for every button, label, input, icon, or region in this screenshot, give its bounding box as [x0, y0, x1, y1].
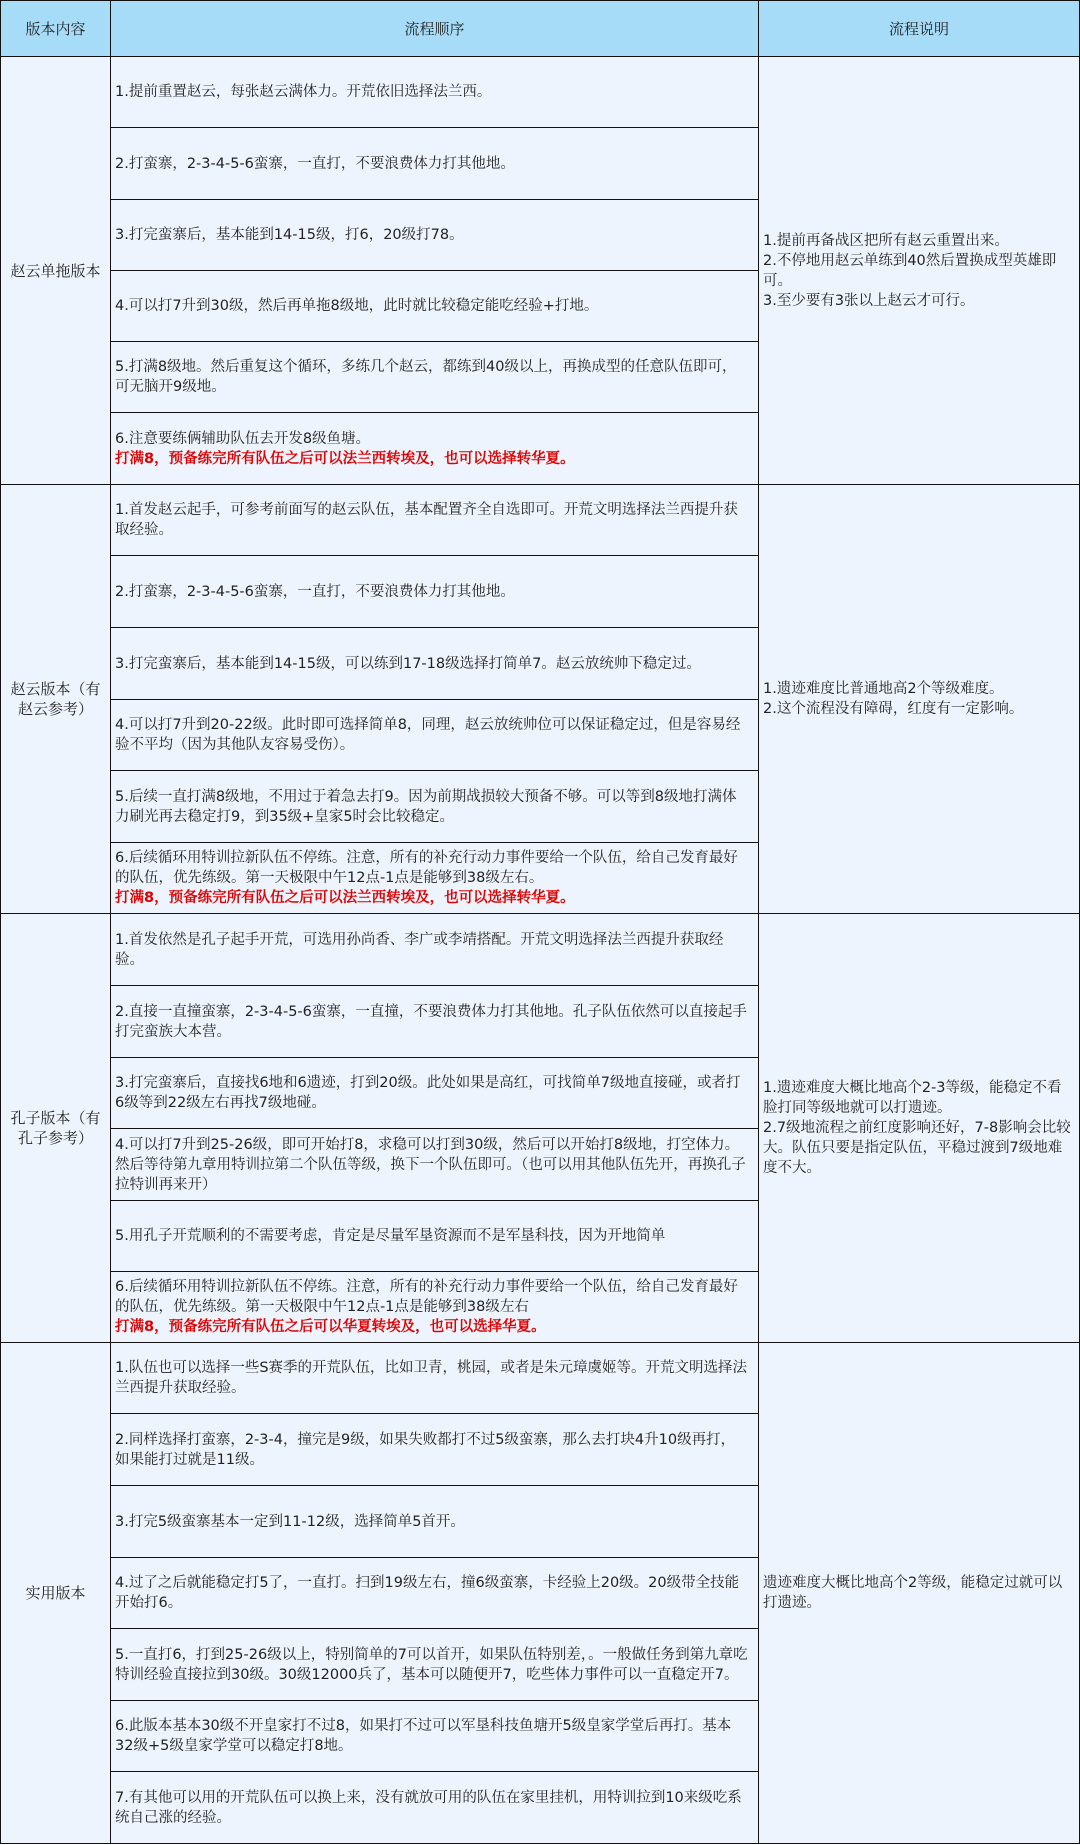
step-text: 3.打完5级蛮寨基本一定到11-12级，选择简单5首开。 — [115, 1513, 465, 1530]
step-text: 1.队伍也可以选择一些S赛季的开荒队伍，比如卫青，桃园，或者是朱元璋虞姬等。开荒文明选择法兰西提升获取经验。 — [115, 1360, 748, 1396]
step-text: 4.可以打7升到30级，然后再单拖8级地，此时就比较稳定能吃经验+打地。 — [115, 298, 599, 314]
notes-cell — [758, 56, 1080, 485]
notes-cell — [758, 1342, 1080, 1844]
step-text: 6.后续循环用特训拉新队伍不停练。注意，所有的补充行动力事件要给一个队伍，给自己发育最好的队伍，优先练级。第一天极限中午12点-1点是能够到38级左右。 — [115, 850, 738, 886]
step-cell — [110, 913, 759, 986]
step-warning-text: 打满8，预备练完所有队伍之后可以法兰西转埃及，也可以选择转华夏。 — [115, 450, 575, 467]
step-cell — [110, 199, 759, 271]
step-text: 5.用孔子开荒顺利的不需要考虑，肯定是尽量军垦资源而不是军垦科技，因为开地简单 — [115, 1228, 666, 1244]
step-cell — [110, 1128, 759, 1201]
step-text: 4.可以打7升到25-26级，即可开始打8，求稳可以打到30级，然后可以开始打8级地，打空体力。然后等待第九章用特训拉第二个队伍等级，换下一个队伍即可。（也可以用其他队伍先开，再换孔子拉特训再来开） — [115, 1136, 746, 1193]
step-cell — [110, 555, 759, 628]
step-text: 1.首发依然是孔子起手开荒，可选用孙尚香、李广或李靖搭配。开荒文明选择法兰西提升获取经验。 — [115, 931, 724, 968]
header-steps: 流程顺序 — [110, 0, 759, 57]
step-cell — [110, 1057, 759, 1129]
step-text: 2.打蛮寨，2-3-4-5-6蛮寨，一直打，不要浪费体力打其他地。 — [115, 583, 515, 600]
note-line: 遗迹难度大概比地高个2等级，能稳定过就可以打遗迹。 — [763, 1575, 1063, 1611]
step-text: 6.后续循环用特训拉新队伍不停练。注意，所有的补充行动力事件要给一个队伍，给自己发育最好的队伍，优先练级。第一天极限中午12点-1点是能够到38级左右 — [115, 1279, 738, 1315]
step-warning-text: 打满8，预备练完所有队伍之后可以华夏转埃及，也可以选择华夏。 — [115, 1319, 546, 1335]
note-line: 2.不停地用赵云单练到40然后置换成型英雄即可。 — [763, 252, 1057, 289]
step-cell — [110, 1557, 759, 1629]
step-text: 4.过了之后就能稳定打5了，一直打。扫到19级左右，撞6级蛮寨，卡经验上20级。20级带全技能开始打6。 — [115, 1575, 740, 1611]
step-cell — [110, 1342, 759, 1414]
step-text: 3.打完蛮寨后，基本能到14-15级，可以练到17-18级选择打简单7。赵云放统帅下稳定过。 — [115, 655, 701, 672]
step-cell — [110, 1413, 759, 1486]
header-notes: 流程说明 — [758, 0, 1080, 57]
step-cell — [110, 1771, 759, 1844]
step-cell — [110, 699, 759, 771]
note-line: 2.7级地流程之前红度影响还好，7-8影响会比较大。队伍只要是指定队伍，平稳过渡到7级地难度不大。 — [763, 1120, 1071, 1176]
step-cell — [110, 1271, 759, 1343]
notes-cell — [758, 913, 1080, 1343]
step-text: 3.打完蛮寨后，直接找6地和6遗迹，打到20级。此处如果是高红，可找简单7级地直接碰，或者打6级等到22级左右再找7级地碰。 — [115, 1075, 741, 1111]
step-warning-text: 打满8，预备练完所有队伍之后可以法兰西转埃及，也可以选择转华夏。 — [115, 890, 575, 906]
notes-cell — [758, 484, 1080, 914]
version-cell: 赵云版本（有赵云参考） — [0, 484, 111, 914]
header-version: 版本内容 — [0, 0, 111, 57]
step-text: 5.后续一直打满8级地，不用过于着急去打9。因为前期战损较大预备不够。可以等到8级地打满体力刷光再去稳定打9，到35级+皇家5时会比较稳定。 — [115, 788, 737, 825]
step-cell — [110, 1200, 759, 1272]
note-line: 2.这个流程没有障碍，红度有一定影响。 — [763, 701, 1024, 717]
step-cell — [110, 1700, 759, 1772]
step-cell — [110, 627, 759, 700]
step-text: 7.有其他可以用的开荒队伍可以换上来，没有就放可用的队伍在家里挂机，用特训拉到10来级吃系统自己涨的经验。 — [115, 1789, 742, 1826]
version-cell: 实用版本 — [0, 1342, 111, 1844]
step-text: 6.注意要练俩辅助队伍去开发8级鱼塘。 — [115, 430, 371, 447]
step-text: 3.打完蛮寨后，基本能到14-15级，打6，20级打78。 — [115, 227, 464, 243]
step-cell — [110, 341, 759, 413]
step-cell — [110, 770, 759, 843]
note-line: 1.遗迹难度大概比地高个2-3等级，能稳定不看脸打同等级地就可以打遗迹。 — [763, 1080, 1062, 1116]
step-text: 5.一直打6，打到25-26级以上，特别简单的7可以首开，如果队伍特别差，。一般做任务到第九章吃特训经验直接拉到30级。30级12000兵了，基本可以随便开7，吃些体力事件可以一直稳定开7。 — [115, 1646, 748, 1683]
step-cell — [110, 127, 759, 200]
step-text: 2.打蛮寨，2-3-4-5-6蛮寨，一直打，不要浪费体力打其他地。 — [115, 155, 515, 172]
step-cell — [110, 484, 759, 556]
note-line: 3.至少要有3张以上赵云才可行。 — [763, 292, 975, 309]
version-cell: 孔子版本（有孔子参考） — [0, 913, 111, 1343]
step-cell — [110, 985, 759, 1058]
step-text: 1.首发赵云起手，可参考前面写的赵云队伍，基本配置齐全自选即可。开荒文明选择法兰西提升获取经验。 — [115, 502, 738, 538]
step-cell — [110, 412, 759, 485]
step-cell — [110, 270, 759, 342]
step-text: 5.打满8级地。然后重复这个循环，多练几个赵云，都练到40级以上，再换成型的任意队伍即可，可无脑开9级地。 — [115, 359, 737, 395]
note-line: 1.提前再备战区把所有赵云重置出来。 — [763, 232, 1009, 249]
step-text: 6.此版本基本30级不开皇家打不过8，如果打不过可以军垦科技鱼塘开5级皇家学堂后再打。基本32级+5级皇家学堂可以稳定打8地。 — [115, 1718, 732, 1754]
note-line: 1.遗迹难度比普通地高2个等级难度。 — [763, 681, 1004, 697]
version-cell: 赵云单拖版本 — [0, 56, 111, 485]
step-text: 2.直接一直撞蛮寨，2-3-4-5-6蛮寨，一直撞，不要浪费体力打其他地。孔子队伍依然可以直接起手打完蛮族大本营。 — [115, 1003, 747, 1040]
step-text: 1.提前重置赵云，每张赵云满体力。开荒依旧选择法兰西。 — [115, 84, 492, 100]
step-cell — [110, 842, 759, 914]
step-text: 4.可以打7升到20-22级。此时即可选择简单8，同理，赵云放统帅位可以保证稳定过，但是容易经验不平均（因为其他队友容易受伤）。 — [115, 717, 741, 753]
step-cell — [110, 56, 759, 128]
step-text: 2.同样选择打蛮寨，2-3-4，撞完是9级，如果失败都打不过5级蛮寨，那么去打块4升10级再打，如果能打过就是11级。 — [115, 1431, 736, 1468]
step-cell — [110, 1628, 759, 1701]
step-cell — [110, 1485, 759, 1558]
